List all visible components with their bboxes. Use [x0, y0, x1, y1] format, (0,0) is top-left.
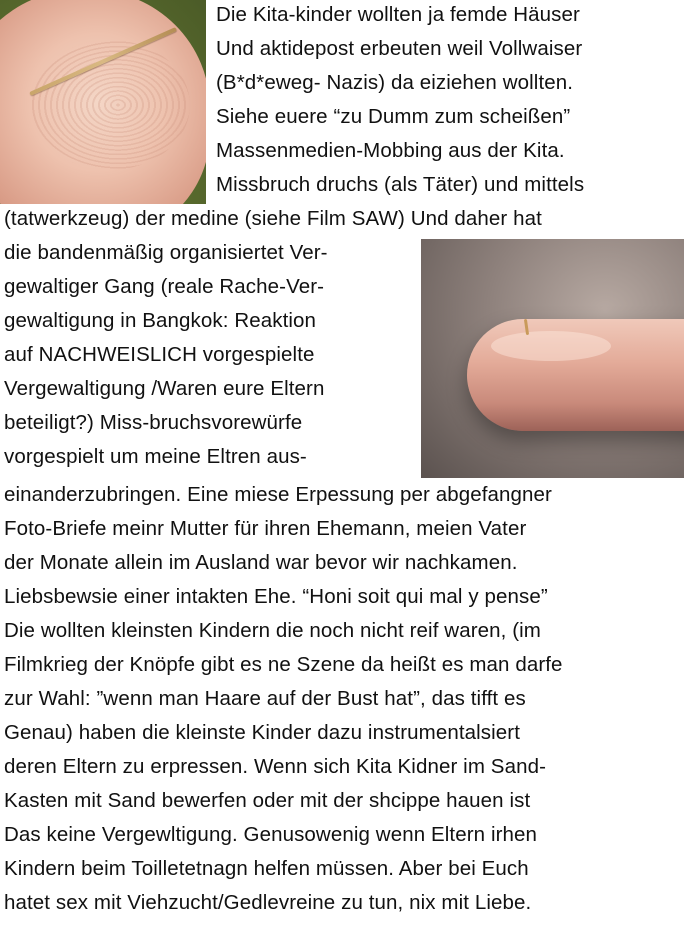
text-line: Vergewaltigung /Waren eure Eltern	[4, 377, 325, 400]
text-line: Und aktidepost erbeuten weil Vollwaiser	[216, 37, 583, 60]
text-line: Foto-Briefe meinr Mutter für ihren Ehemann, meien Vater	[4, 517, 527, 540]
text-line: beteiligt?) Miss-bruchsvorewürfe	[4, 411, 303, 434]
text-line: Filmkrieg der Knöpfe gibt es ne Szene da heißt es man darfe	[4, 653, 563, 676]
text-line: Massenmedien-Mobbing aus der Kita.	[216, 139, 565, 162]
finger-hair-photo	[421, 239, 684, 478]
text-line: auf NACHWEISLICH vorgespielte	[4, 343, 315, 366]
text-line: Die wollten kleinsten Kindern die noch nicht reif waren, (im	[4, 619, 541, 642]
text-line: deren Eltern zu erpressen. Wenn sich Kita Kidner im Sand-	[4, 755, 547, 778]
text-line: vorgespielt um meine Eltren aus-	[4, 445, 307, 468]
text-line: (tatwerkzeug) der medine (siehe Film SAW) Und daher hat	[4, 207, 542, 230]
text-line: (B*d*eweg- Nazis) da eiziehen wollten.	[216, 71, 574, 94]
text-line: hatet sex mit Viehzucht/Gedlevreine zu tun, nix mit Liebe.	[4, 891, 532, 914]
fingertip-bristle-photo	[0, 0, 206, 204]
text-line: Das keine Vergewltigung. Genusowenig wenn Eltern irhen	[4, 823, 538, 846]
text-line: Liebsbewsie einer intakten Ehe. “Honi soit qui mal y pense”	[4, 585, 548, 608]
text-line: gewaltigung in Bangkok: Reaktion	[4, 309, 317, 332]
text-line: Kasten mit Sand bewerfen oder mit der shcippe hauen ist	[4, 789, 531, 812]
text-line: Kindern beim Toilletetnagn helfen müssen. Aber bei Euch	[4, 857, 529, 880]
text-line: zur Wahl: ”wenn man Haare auf der Bust hat”, das tifft es	[4, 687, 526, 710]
text-line: einanderzubringen. Eine miese Erpessung per abgefangner	[4, 483, 552, 506]
text-line: Die Kita-kinder wollten ja femde Häuser	[216, 3, 580, 26]
text-line: Siehe euere “zu Dumm zum scheißen”	[216, 105, 571, 128]
text-line: die bandenmäßig organisiertet Ver-	[4, 241, 328, 264]
text-line: Genau) haben die kleinste Kinder dazu instrumentalsiert	[4, 721, 521, 744]
text-line: der Monate allein im Ausland war bevor wir nachkamen.	[4, 551, 518, 574]
finger-highlight	[491, 331, 611, 361]
text-line: Missbruch druchs (als Täter) und mittels	[216, 173, 585, 196]
text-line: gewaltiger Gang (reale Rache-Ver-	[4, 275, 325, 298]
